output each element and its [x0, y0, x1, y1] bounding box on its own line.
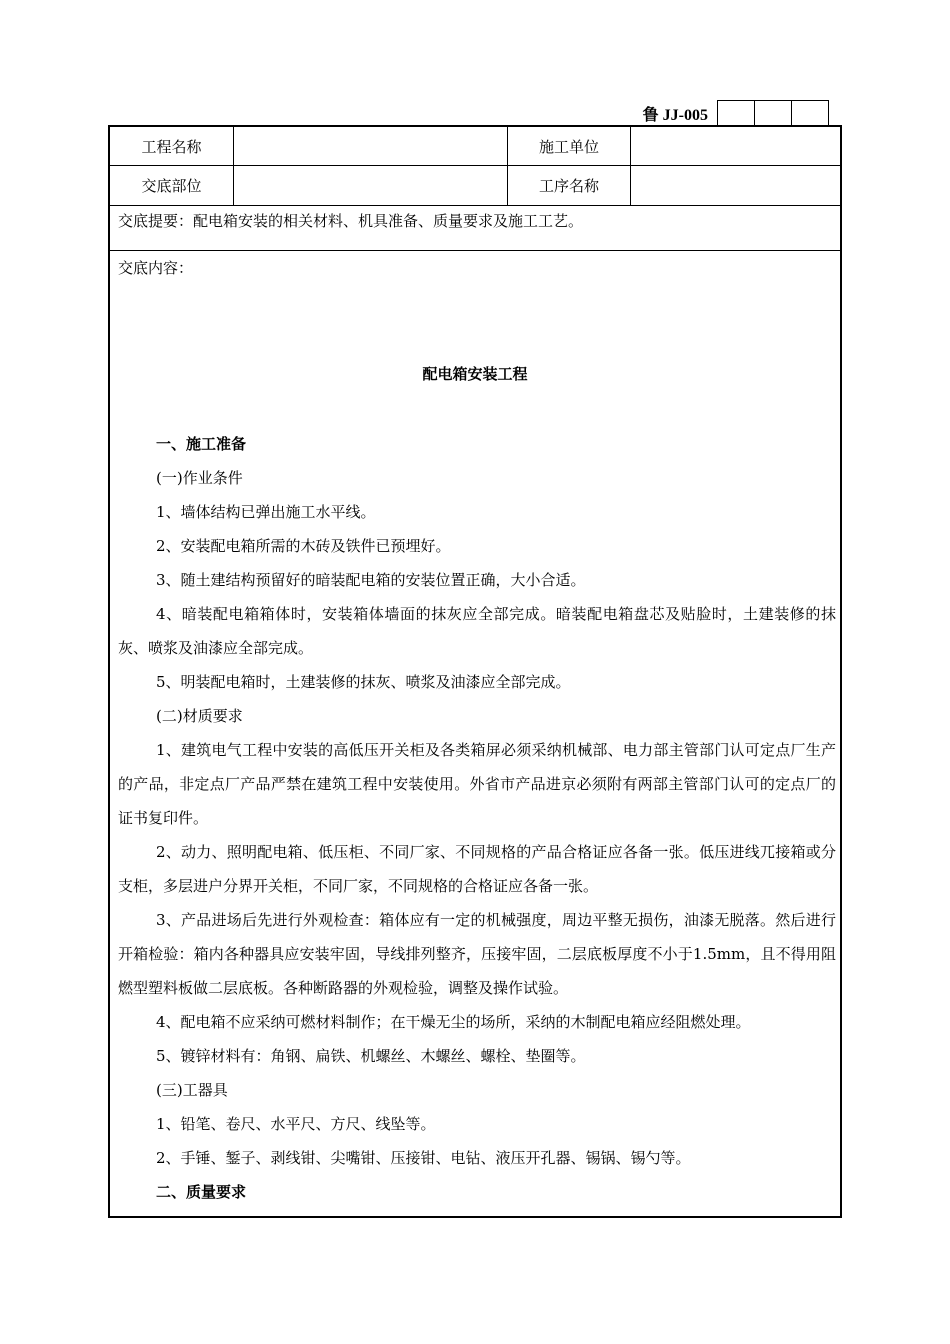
list-item: 5、明装配电箱时，土建装修的抹灰、喷浆及油漆应全部完成。 [156, 673, 571, 691]
doc-title: 配电箱安装工程 [422, 365, 528, 383]
content-label: 交底内容： [118, 259, 194, 277]
code-box-3 [791, 100, 829, 126]
content-body [118, 427, 836, 1209]
construction-unit-value [631, 127, 840, 165]
list-item: 4、暗装配电箱箱体时，安装箱体墙面的抹灰应全部完成。暗装配电箱盘芯及贴脸时，土建装修的抹灰、喷浆及油漆应全部完成。 [118, 605, 836, 657]
form-code: 鲁 JJ-005 [642, 106, 708, 124]
header-row-1 [110, 127, 840, 166]
process-name-value [631, 166, 840, 205]
list-item: 4、配电箱不应采纳可燃材料制作；在干燥无尘的场所，采纳的木制配电箱应经阻燃处理。 [156, 1013, 751, 1031]
list-item: 3、产品进场后先进行外观检查：箱体应有一定的机械强度，周边平整无损伤，油漆无脱落。然后进行开箱检验：箱内各种器具应安装牢固，导线排列整齐，压接牢固，二层底板厚度不小于1.5mm，且不得用阻燃型塑料板做二层底板。各种断路器的外观检验，调整及操作试验。 [118, 911, 836, 997]
subsection-heading: (一)作业条件 [156, 469, 243, 487]
section-heading: 二、质量要求 [156, 1183, 247, 1201]
subsection-heading: (二)材质要求 [156, 707, 243, 725]
form-code-row [622, 100, 829, 126]
location-value [234, 166, 508, 205]
list-item: 2、安装配电箱所需的木砖及铁件已预埋好。 [156, 537, 451, 555]
project-name-label: 工程名称 [110, 127, 234, 165]
disclosure-form [108, 125, 842, 1218]
list-item: 2、手锤、錾子、剥线钳、尖嘴钳、压接钳、电钻、液压开孔器、锡锅、锡勺等。 [156, 1149, 691, 1167]
list-item: 1、铅笔、卷尺、水平尺、方尺、线坠等。 [156, 1115, 436, 1133]
code-box-1 [717, 100, 755, 126]
header-row-2 [110, 166, 840, 206]
summary-row [110, 206, 840, 251]
summary-text: 交底提要：配电箱安装的相关材料、机具准备、质量要求及施工工艺。 [118, 212, 584, 230]
list-item: 3、随土建结构预留好的暗装配电箱的安装位置正确，大小合适。 [156, 571, 586, 589]
construction-unit-label: 施工单位 [508, 127, 631, 165]
list-item: 1、墙体结构已弹出施工水平线。 [156, 503, 376, 521]
section-heading: 一、施工准备 [156, 435, 247, 453]
project-name-value [234, 127, 508, 165]
code-box-2 [754, 100, 792, 126]
subsection-heading: (三)工器具 [156, 1081, 228, 1099]
process-name-label: 工序名称 [508, 166, 631, 205]
list-item: 2、动力、照明配电箱、低压柜、不同厂家、不同规格的产品合格证应各备一张。低压进线兀接箱或分支柜，多层进户分界开关柜，不同厂家，不同规格的合格证应各备一张。 [118, 843, 836, 895]
location-label: 交底部位 [110, 166, 234, 205]
list-item: 1、建筑电气工程中安装的高低压开关柜及各类箱屏必须采纳机械部、电力部主管部门认可定点厂生产的产品，非定点厂产品严禁在建筑工程中安装使用。外省市产品进京必须附有两部主管部门认可的定点厂的证书复印件。 [118, 741, 836, 827]
list-item: 5、镀锌材料有：角钢、扁铁、机螺丝、木螺丝、螺栓、垫圈等。 [156, 1047, 586, 1065]
